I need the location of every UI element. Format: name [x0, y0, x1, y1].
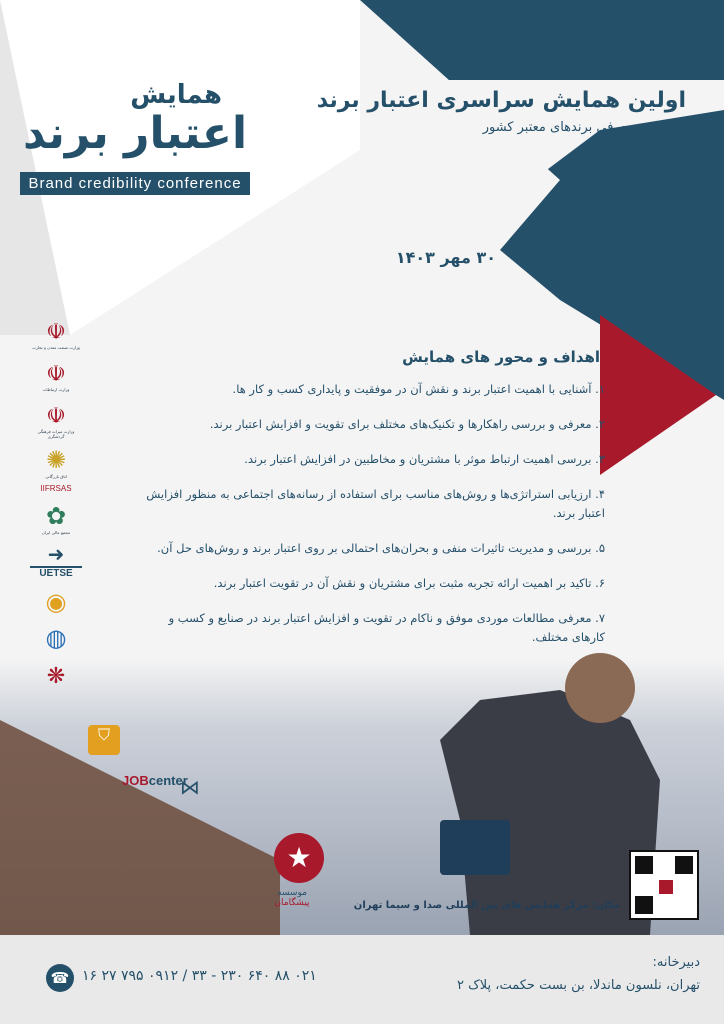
goal-item: ۱. آشنایی با اهمیت اعتبار برند و نقش آن در موفقیت و پایداری کسب و کار ها. [232, 382, 605, 396]
speaker-head [565, 653, 635, 723]
sponsor-logo: UETSE [30, 566, 82, 588]
flower-icon: ✿ [45, 502, 67, 530]
brand-logo [20, 80, 250, 195]
arrow-icon: ➜ [47, 542, 65, 566]
goal-item: ۷. معرفی مطالعات موردی موفق و ناکام در تقویت و افزایش اعتبار برند در صنایع و کسب و کارهای مختلف. [168, 611, 605, 644]
goals-heading: اهداف و محور های همایش [402, 348, 600, 366]
organizer-logo [274, 833, 324, 883]
speaker-figure [440, 690, 660, 935]
sponsor-logo: IIFRSAS [40, 484, 72, 493]
person-icon: ◉ [45, 588, 67, 616]
venue: مکان: مرکز همایش های بین المللی صدا و سیما تهران [353, 900, 620, 911]
globe-icon: ◍ [45, 624, 67, 652]
star-icon: ❋ [46, 664, 66, 689]
sponsor-logo: ✿ مجمع عالی ایران [41, 502, 71, 535]
sponsor-logo: ☫ وزارت میراث فرهنگی گردشگری [37, 404, 75, 439]
sponsor-column [30, 320, 82, 704]
sponsor-logo: ☫ وزارت ارتباطات [42, 362, 70, 392]
seal-icon: ✺ [45, 446, 67, 474]
sponsor-logo [30, 664, 82, 704]
secretariat-label: دبیرخانه: [652, 955, 700, 970]
event-date: ۳۰ مهر ۱۴۰۳ [395, 248, 496, 267]
sponsor-logo: ✺ اتاق بازرگانی [45, 446, 67, 479]
header-title: اولین همایش سراسری اعتبار برند [316, 88, 686, 113]
sponsor-logo: ☫ وزارت صنعت معدن و تجارت [32, 320, 80, 350]
address: تهران، نلسون ماندلا، بن بست حکمت، پلاک ۲ [456, 978, 700, 993]
goal-item: ۵. بررسی و مدیریت تاثیرات منفی و بحران‌های احتمالی بر روی اعتبار برند و روش‌های حل آن. [157, 541, 605, 555]
emblem-icon: ☫ [46, 362, 66, 387]
emblem-icon: ☫ [46, 404, 66, 429]
goal-item: ۴. ارزیابی استراتژی‌ها و روش‌های مناسب برای استفاده از رسانه‌های اجتماعی به منظور افزایش اعتبار برند. [146, 487, 605, 520]
jobcenter-logo: JOBcenter [122, 773, 188, 788]
shield-icon: ⛉ [97, 725, 110, 744]
podium-screen [440, 820, 510, 875]
english-title: Brand credibility conference [20, 172, 250, 195]
organizer-name: موسسه پیشگامان [274, 888, 310, 908]
header-subtitle: با رویکرد معرفی برندهای معتبر کشور [482, 120, 686, 135]
sponsor-emblem [180, 775, 200, 799]
logo-line2: اعتبار برند [22, 108, 248, 159]
phone-icon: ☎ [46, 964, 74, 992]
sponsor-logo [30, 542, 82, 566]
sponsor-logo [30, 588, 82, 624]
phone-numbers[interactable]: ۰۲۱ ۸۸ ۶۴۰ ۲۳۰ - ۳۳ / ۰۹۱۲ ۷۹۵ ۲۷ ۱۶ [82, 968, 317, 984]
emblem-icon: ☫ [46, 320, 66, 345]
star-icon: ★ [286, 841, 312, 874]
emblem-icon: ⋈ [180, 775, 200, 799]
goal-item: ۲. معرفی و بررسی راهکارها و تکنیک‌های مختلف برای تقویت و افزایش اعتبار برند. [209, 417, 605, 431]
goal-item: ۳. بررسی اهمیت ارتباط موثر با مشتریان و مخاطبین در افزایش اعتبار برند. [244, 452, 605, 466]
sponsor-logo [30, 624, 82, 664]
goals-list [145, 380, 605, 647]
logo-line1: همایش [130, 80, 222, 110]
sponsor-badge [88, 725, 120, 755]
qr-code[interactable] [629, 850, 699, 920]
goal-item: ۶. تاکید بر اهمیت ارائه تجربه مثبت برای مشتریان و نقش آن در تقویت اعتبار برند. [213, 576, 605, 590]
